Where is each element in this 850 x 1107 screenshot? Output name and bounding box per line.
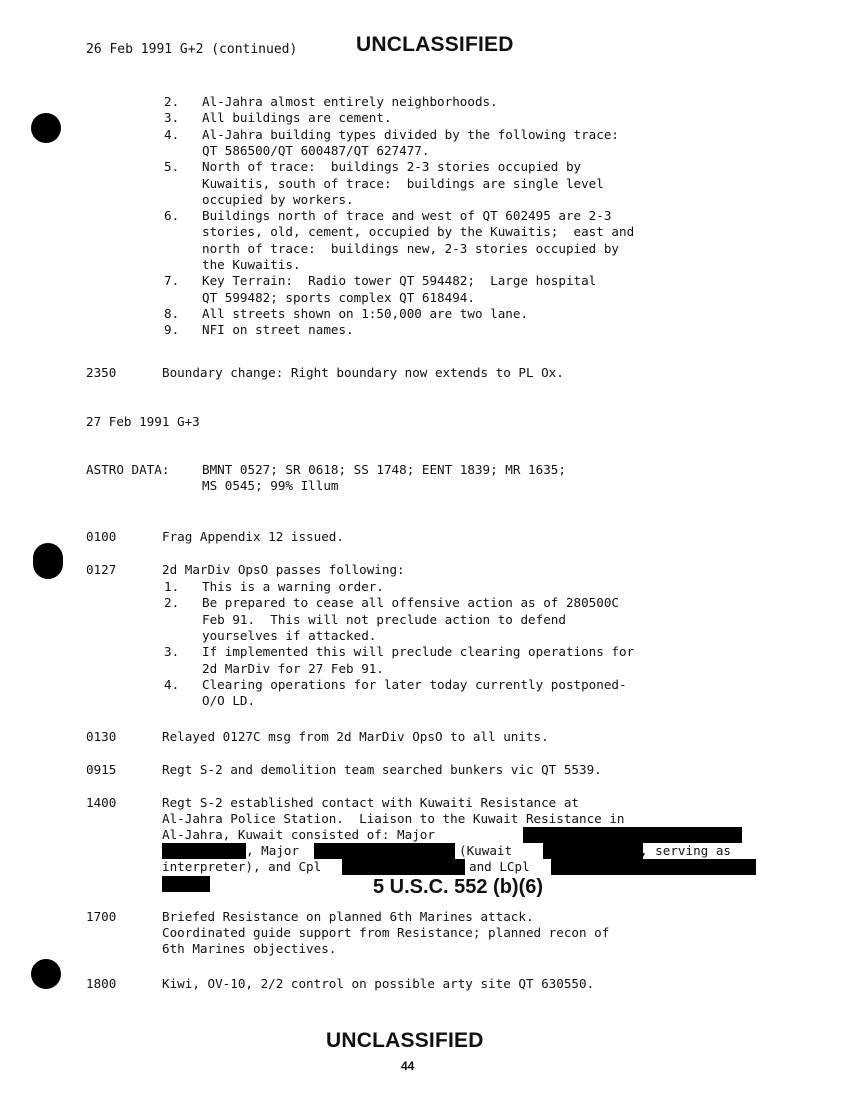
entry-text-line: Regt S-2 established contact with Kuwaiti Resistance at — [162, 795, 580, 810]
list-item-number: 2. — [164, 94, 180, 109]
entry-text: Relayed 0127C msg from 2d MarDiv OpsO to all units. — [162, 729, 549, 744]
list-item-text: the Kuwaitis. — [202, 257, 301, 272]
entry-time: 2350 — [86, 365, 117, 380]
entry-text-line: Al-Jahra, Kuwait consisted of: Major — [162, 827, 435, 842]
astro-label: ASTRO DATA: — [86, 462, 170, 477]
list-item-text: 2d MarDiv for 27 Feb 91. — [202, 660, 384, 676]
list-item-text: If implemented this will preclude clearing operations for — [202, 644, 635, 660]
list-item-number: 7. — [164, 273, 180, 289]
punch-hole-top — [31, 113, 61, 143]
entry-text: Frag Appendix 12 issued. — [162, 529, 344, 544]
list-item-number: 8. — [164, 305, 180, 321]
entry-text-line: and LCpl — [469, 859, 530, 874]
list-item-number: 2. — [164, 595, 180, 611]
entry-text-line: , serving as — [640, 843, 731, 858]
entry-text-line: Briefed Resistance on planned 6th Marines attack. — [162, 909, 534, 924]
list-item-text: QT 599482; sports complex QT 618494. — [202, 289, 475, 305]
list-item-text: occupied by workers. — [202, 191, 354, 207]
list-item-text: stories, old, cement, occupied by the Kuwaitis; east and — [202, 224, 635, 240]
list-item-text: QT 586500/QT 600487/QT 627477. — [202, 142, 430, 158]
date-heading: 27 Feb 1991 G+3 — [86, 414, 200, 429]
list-item-text: north of trace: buildings new, 2-3 stories occupied by — [202, 240, 620, 256]
list-item-text: Key Terrain: Radio tower QT 594482; Large hospital — [202, 273, 597, 289]
entry-text-line: interpreter), and Cpl — [162, 859, 322, 874]
entry-time: 1400 — [86, 795, 117, 810]
entry-time: 1700 — [86, 909, 117, 924]
entry-time: 1800 — [86, 976, 117, 991]
list-item-text: Al-Jahra almost entirely neighborhoods. — [202, 94, 498, 109]
entry-time: 0127 — [86, 562, 117, 577]
entry-text: Boundary change: Right boundary now extends to PL Ox. — [162, 365, 564, 380]
entry-text: 2d MarDiv OpsO passes following: — [162, 562, 405, 577]
entry-time: 0100 — [86, 529, 117, 544]
redaction-bar — [162, 876, 210, 892]
list-item-text: NFI on street names. — [202, 322, 354, 338]
list-item-number: 4. — [164, 676, 180, 692]
page-number: 44 — [401, 1059, 415, 1073]
list-item-text: Feb 91. This will not preclude action to defend — [202, 611, 566, 627]
redaction-bar — [162, 843, 246, 859]
list-item-number: 3. — [164, 110, 180, 126]
list-item-number: 6. — [164, 208, 180, 224]
header-date-line: 26 Feb 1991 G+2 (continued) — [86, 42, 298, 57]
entry-time: 0915 — [86, 762, 117, 777]
entry-text-line: , Major — [246, 843, 300, 858]
redaction-bar — [543, 843, 643, 859]
list-item-number: 5. — [164, 159, 180, 175]
list-item-text: Buildings north of trace and west of QT 602495 are 2-3 — [202, 208, 612, 224]
redaction-bar — [523, 827, 742, 843]
list-item-text: Clearing operations for later today currently postponed- — [202, 676, 627, 692]
astro-line-1: BMNT 0527; SR 0618; SS 1748; EENT 1839; MR 1635; — [202, 462, 566, 477]
punch-hole-bottom — [31, 959, 61, 989]
list-item-text: All buildings are cement. — [202, 110, 392, 126]
foia-exemption-stamp: 5 U.S.C. 552 (b)(6) — [373, 876, 544, 898]
classification-bottom: UNCLASSIFIED — [326, 1029, 484, 1052]
list-item-number: 3. — [164, 644, 180, 660]
astro-line-2: MS 0545; 99% Illum — [202, 478, 339, 493]
list-item-text: Al-Jahra building types divided by the following trace: — [202, 126, 620, 142]
list-item-text: O/O LD. — [202, 693, 256, 709]
list-item-text: This is a warning order. — [202, 579, 384, 594]
entry-text-line: (Kuwait — [459, 843, 513, 858]
list-item-text: Kuwaitis, south of trace: buildings are single level — [202, 175, 604, 191]
entry-text-line: 6th Marines objectives. — [162, 941, 337, 956]
redaction-bar — [314, 843, 455, 859]
entry-text-line: Al-Jahra Police Station. Liaison to the Kuwait Resistance in — [162, 811, 625, 826]
list-item-number: 9. — [164, 322, 180, 338]
list-item-text: All streets shown on 1:50,000 are two lane. — [202, 305, 529, 321]
list-item-number: 4. — [164, 126, 180, 142]
entry-text: Kiwi, OV-10, 2/2 control on possible arty site QT 630550. — [162, 976, 595, 991]
classification-top: UNCLASSIFIED — [356, 33, 514, 56]
redaction-bar — [342, 859, 465, 875]
list-item-text: Be prepared to cease all offensive action as of 280500C — [202, 595, 620, 611]
list-item-text: yourselves if attacked. — [202, 627, 377, 643]
punch-hole-middle — [33, 543, 63, 579]
list-item-number: 1. — [164, 579, 180, 594]
list-item-text: North of trace: buildings 2-3 stories occupied by — [202, 159, 582, 175]
entry-time: 0130 — [86, 729, 117, 744]
entry-text: Regt S-2 and demolition team searched bunkers vic QT 5539. — [162, 762, 602, 777]
entry-text-line: Coordinated guide support from Resistance; planned recon of — [162, 925, 610, 940]
redaction-bar — [551, 859, 756, 875]
